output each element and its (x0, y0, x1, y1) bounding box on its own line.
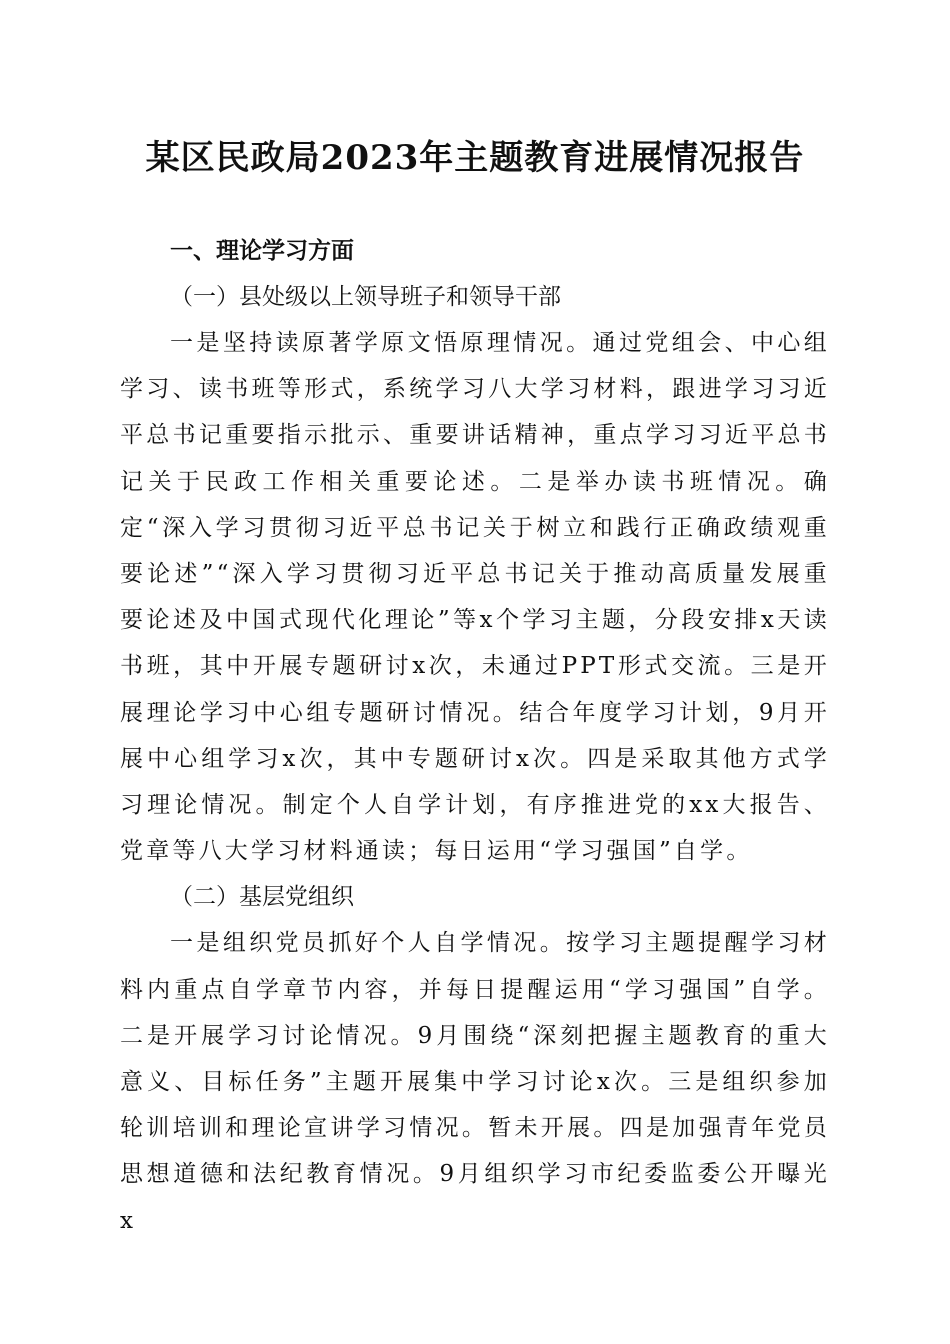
document-body (120, 228, 830, 1244)
document-title: 某区民政局2023年主题教育进展情况报告 (145, 138, 805, 178)
subsection-heading-grassroots: （二）基层党组织 (170, 884, 354, 911)
subsection-heading-leaders: （一）县处级以上领导班子和领导干部 (170, 284, 561, 310)
paragraph-leaders: 一是坚持读原著学原文悟原理情况。通过党组会、中心组学习、读书班等形式，系统学习八大学习材料，跟进学习习近平总书记重要指示批示、重要讲话精神，重点学习习近平总书记关于民政工作相关重要论述。二是举办读书班情况。确定“深入学习贯彻习近平总书记关于树立和践行正确政绩观重要论述”“深入学习贯彻习近平总书记关于推动高质量发展重要论述及中国式现代化理论”等x个学习主题，分段安排x天读书班，其中开展专题研讨x次，未通过PPT形式交流。三是开展理论学习中心组专题研讨情况。结合年度学习计划，9月开展中心组学习x次，其中专题研讨x次。四是采取其他方式学习理论情况。制定个人自学计划，有序推进党的xx大报告、党章等八大学习材料通读；每日运用“学习强国”自学。 (120, 330, 830, 865)
paragraph-grassroots: 一是组织党员抓好个人自学情况。按学习主题提醒学习材料内重点自学章节内容，并每日提醒运用“学习强国”自学。二是开展学习讨论情况。9月围绕“深刻把握主题教育的重大意义、目标任务”主题开展集中学习讨论x次。三是组织参加轮训培训和理论宣讲学习情况。暂未开展。四是加强青年党员思想道德和法纪教育情况。9月组织学习市纪委监委公开曝光x (120, 930, 830, 1234)
section-heading-theory-study: 一、理论学习方面 (170, 238, 354, 264)
